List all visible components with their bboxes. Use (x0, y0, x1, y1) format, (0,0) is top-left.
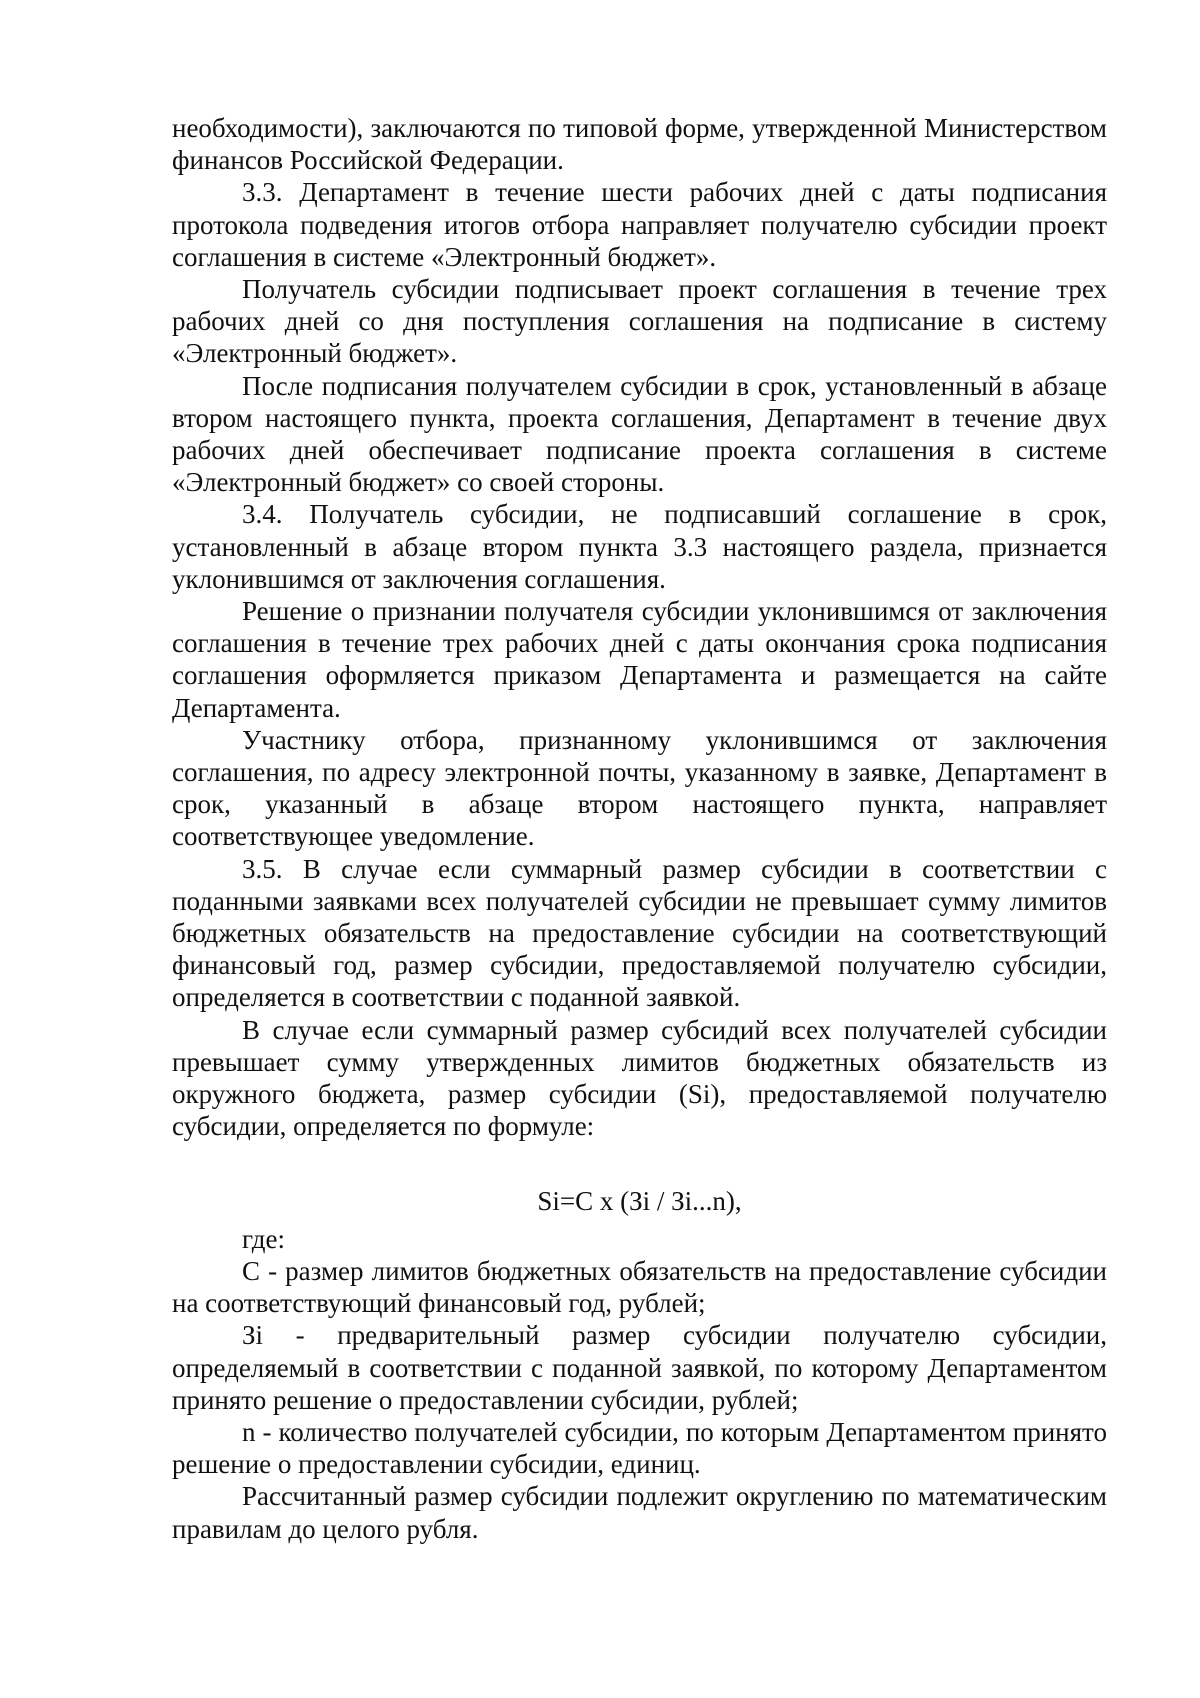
where-label: где: (242, 1223, 285, 1254)
paragraph-rounding: Рассчитанный размер субсидии подлежит округлению по математическим правилам до целого рубля. (172, 1481, 1107, 1544)
definition-zi: Зi - предварительный размер субсидии получателю субсидии, определяемый в соответствии с поданной заявкой, по которому Департаментом принято решение о предоставлении субсидии, рублей; (172, 1320, 1107, 1415)
document-page (172, 112, 1107, 1545)
paragraph-formula-intro: В случае если суммарный размер субсидий всех получателей субсидии превышает сумму утвержденных лимитов бюджетных обязательств из окружного бюджета, размер субсидии (Si), предоставляемой получателю субсидии, определяется по формуле: (172, 1014, 1107, 1142)
definition-n: n - количество получателей субсидии, по которым Департаментом принято решение о предоставлении субсидии, единиц. (172, 1416, 1107, 1480)
paragraph-signing-recipient: Получатель субсидии подписывает проект соглашения в течение трех рабочих дней со дня поступления соглашения на подписание в систему «Электронный бюджет». (172, 274, 1107, 369)
paragraph-notification: Участнику отбора, признанному уклонившимся от заключения соглашения, по адресу электронной почты, указанному в заявке, Департамент в срок, указанный в абзаце втором настоящего пункта, направляет соответствующее уведомление. (172, 724, 1107, 852)
definition-c: C - размер лимитов бюджетных обязательств на предоставление субсидии на соответствующий финансовый год, рублей; (172, 1255, 1107, 1319)
paragraph-evasion-decision: Решение о признании получателя субсидии уклонившимся от заключения соглашения в течение трех рабочих дней с даты окончания срока подписания соглашения оформляется приказом Департамента и размещается на сайте Департамента. (172, 596, 1107, 723)
paragraph-continuation: необходимости), заключаются по типовой форме, утвержденной Министерством финансов Российской Федерации. (172, 113, 1107, 176)
paragraph-signing-department: После подписания получателем субсидии в срок, установленный в абзаце втором настоящего пункта, проекта соглашения, Департамент в течение двух рабочих дней обеспечивает подписание проекта соглашения в системе «Электронный бюджет» со своей стороны. (172, 370, 1107, 498)
subsidy-formula: Si=C x (Зi / Зi...n), (537, 1185, 742, 1216)
paragraph-3-3: 3.3. Департамент в течение шести рабочих дней с даты подписания протокола подведения итогов отбора направляет получателю субсидии проект соглашения в системе «Электронный бюджет». (172, 177, 1107, 272)
paragraph-3-4: 3.4. Получатель субсидии, не подписавший соглашение в срок, установленный в абзаце втором пункта 3.3 настоящего раздела, признается уклонившимся от заключения соглашения. (172, 499, 1107, 594)
paragraph-3-5: 3.5. В случае если суммарный размер субсидии в соответствии с поданными заявками всех получателей субсидии не превышает сумму лимитов бюджетных обязательств на предоставление субсидии на соответствующий финансовый год, размер субсидии, предоставляемой получателю субсидии, определяется в соответствии с поданной заявкой. (172, 853, 1107, 1013)
